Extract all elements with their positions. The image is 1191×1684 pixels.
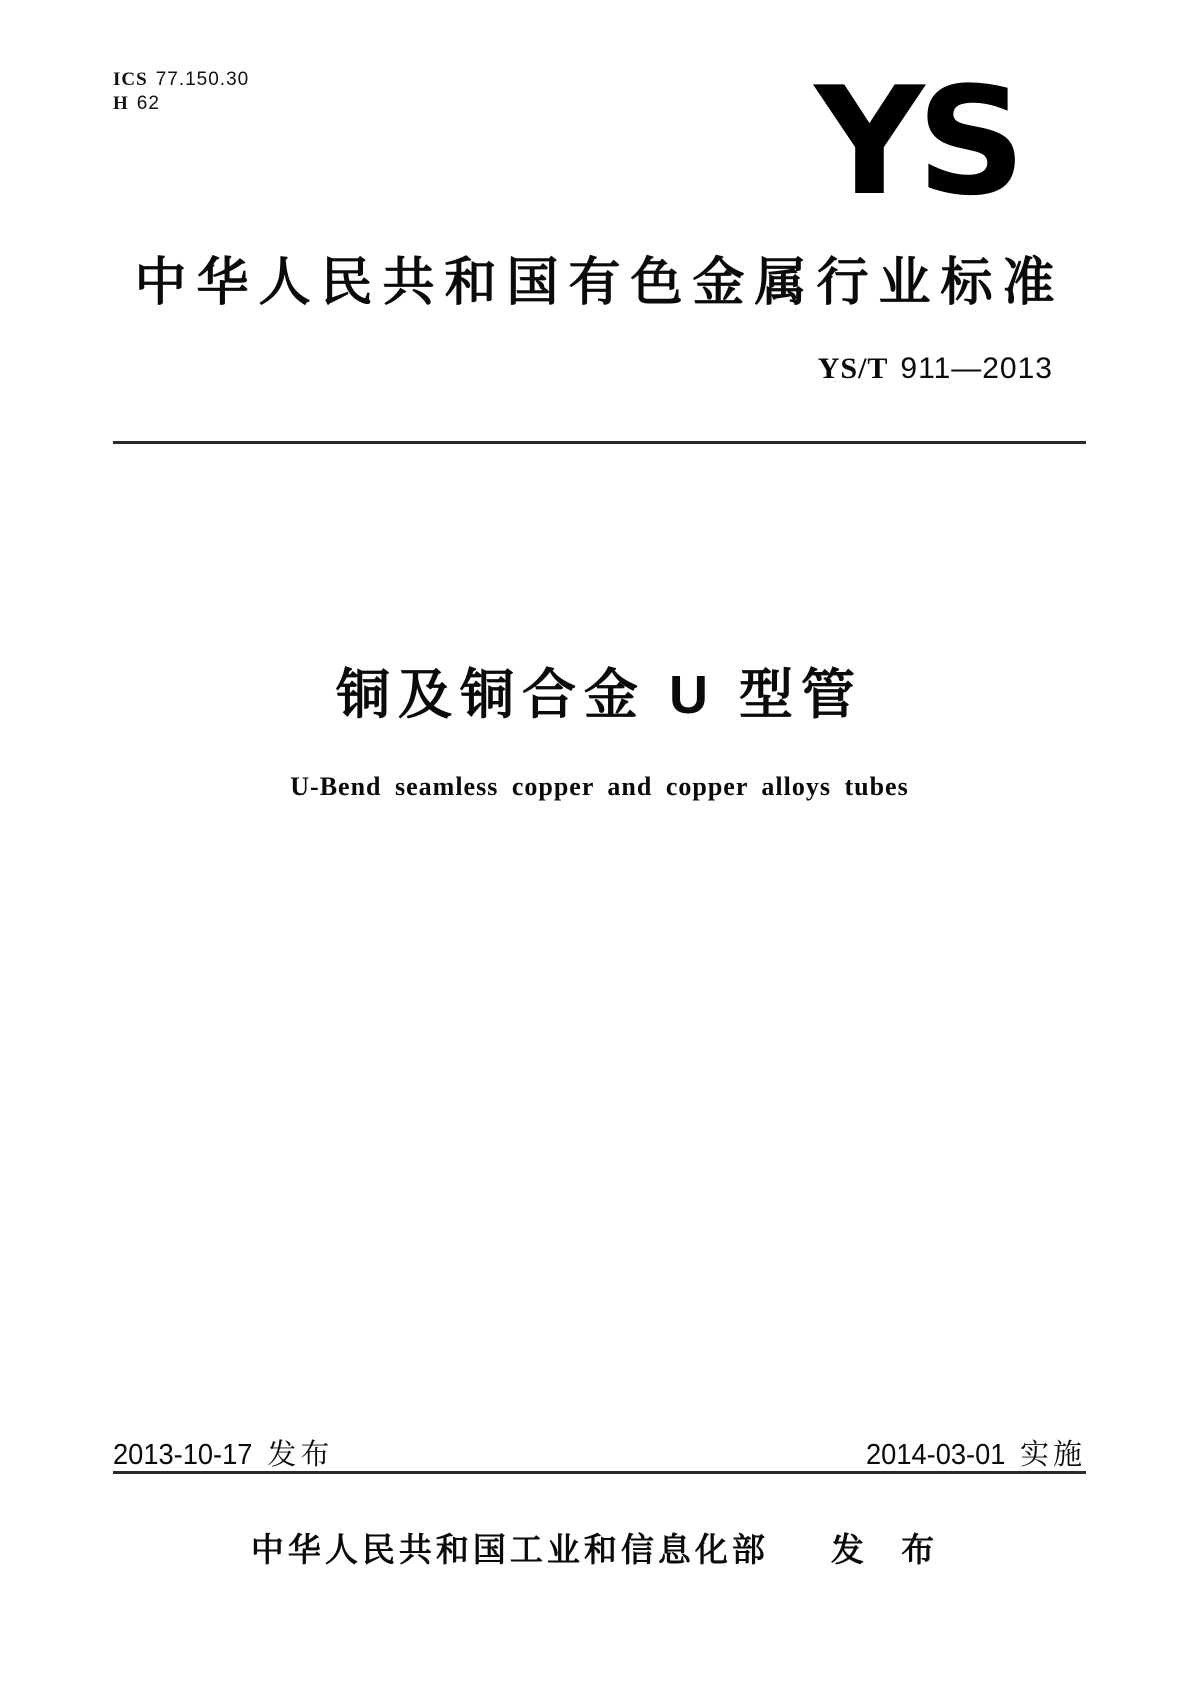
ys-logo: YS — [814, 54, 1018, 229]
implementation-date-label: 实施 — [1019, 1439, 1086, 1471]
document-title-chinese: 铜及铜合金 U 型管 — [335, 665, 863, 725]
issue-date: 2013-10-17 — [113, 1439, 253, 1471]
standard-number-prefix: YS/T — [817, 352, 889, 385]
issue-date-block — [113, 1432, 333, 1473]
ics-label: ICS — [113, 69, 148, 90]
implementation-date: 2014-03-01 — [865, 1439, 1006, 1471]
ics-line — [113, 68, 249, 92]
classification-label: H — [113, 93, 129, 114]
publish-action-label: 发 布 — [830, 1531, 949, 1568]
dates-row — [113, 1432, 1086, 1473]
ics-code: 77.150.30 — [155, 69, 250, 90]
issue-date-label: 发布 — [267, 1439, 334, 1471]
publisher-row — [113, 1524, 1086, 1571]
classification-code: 62 — [136, 93, 160, 114]
standard-category-title: 中华人民共和国有色金属行业标准 — [134, 254, 1065, 312]
top-divider-rule — [113, 441, 1086, 444]
standard-number-value: 911—2013 — [900, 352, 1053, 385]
ics-block — [113, 68, 249, 116]
classification-line — [113, 92, 249, 116]
publisher-name: 中华人民共和国工业和信息化部 — [250, 1531, 769, 1568]
standard-number — [818, 352, 1053, 386]
implementation-date-block — [866, 1432, 1086, 1473]
bottom-divider-rule — [113, 1471, 1086, 1474]
document-title-english: U-Bend seamless copper and copper alloys tubes — [290, 772, 909, 801]
